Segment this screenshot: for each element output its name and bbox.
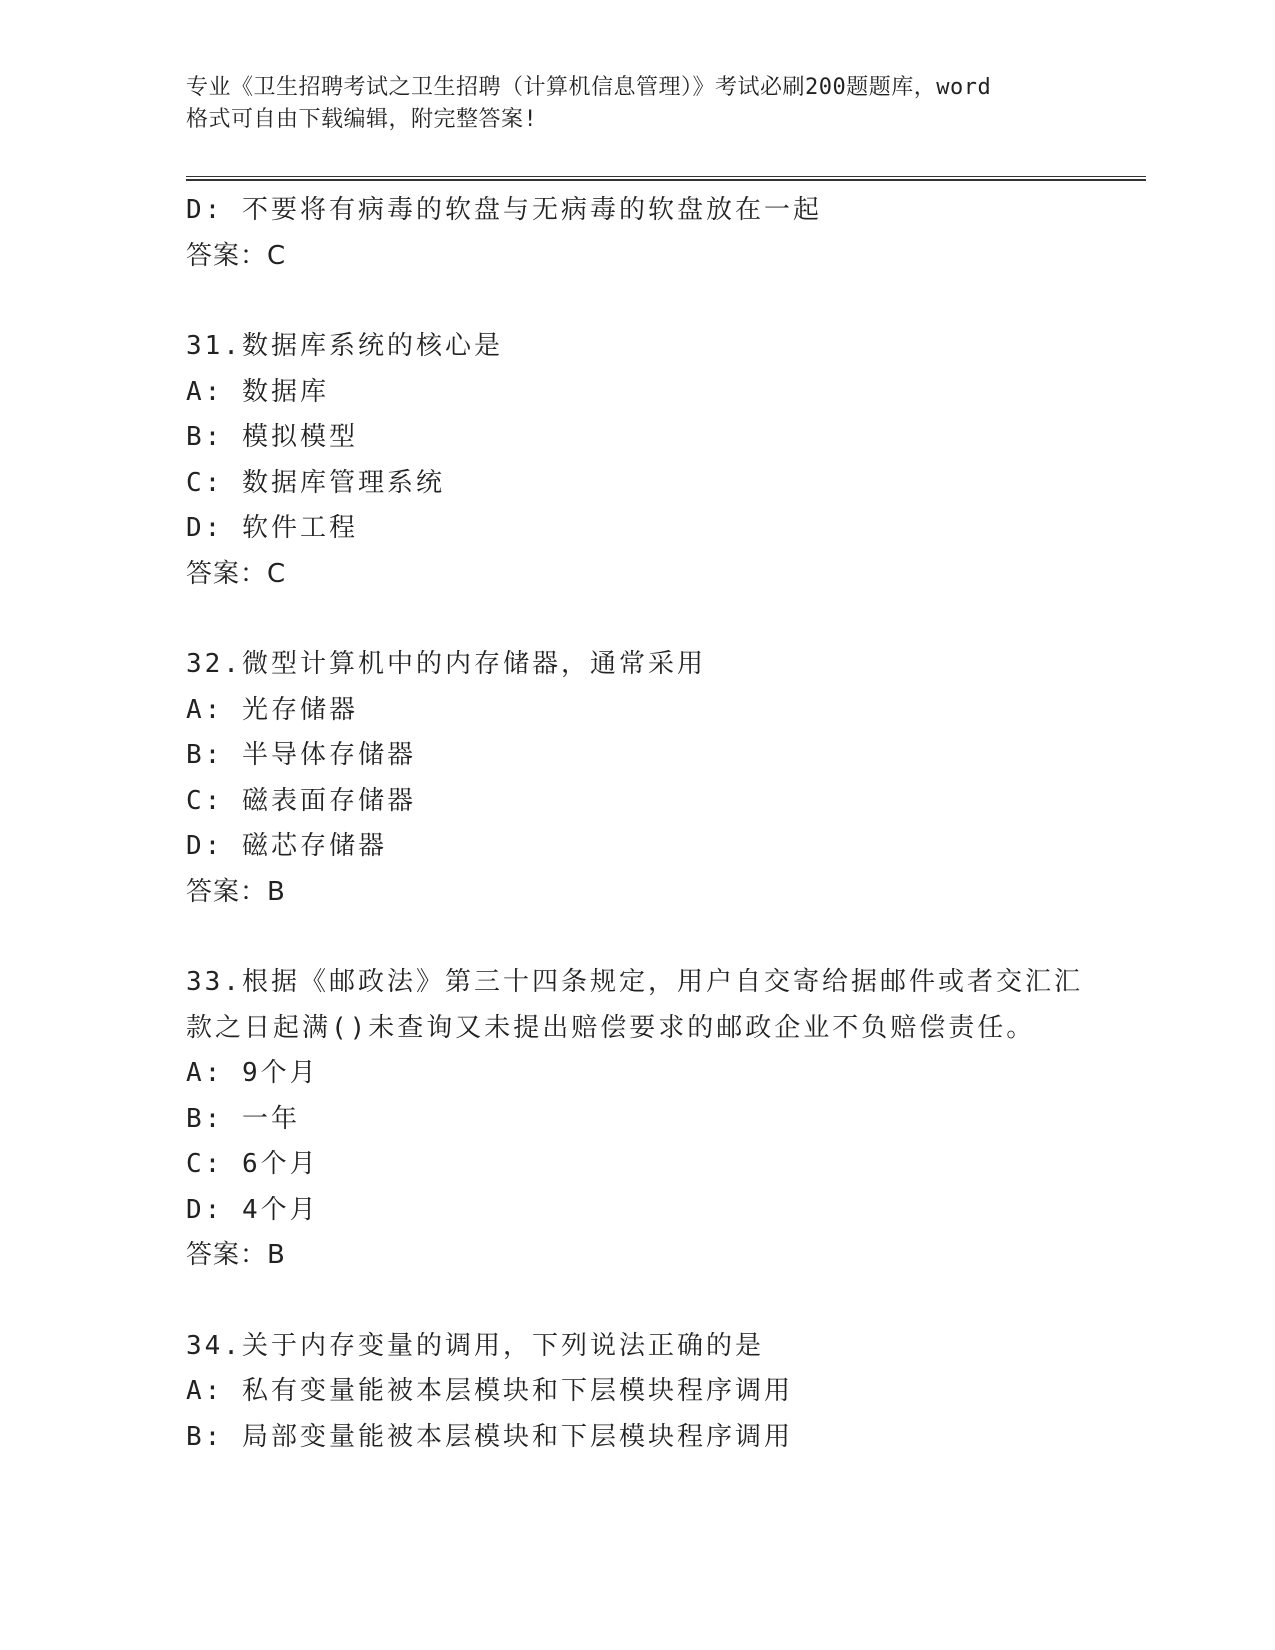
option-a: A: 数据库	[186, 376, 329, 407]
question-text-line-1: 33.根据《邮政法》第三十四条规定，用户自交寄给据邮件或者交汇汇	[186, 967, 1083, 997]
option-d: D: 软件工程	[186, 513, 358, 543]
question-text-line-2: 款之日起满()未查询又未提出赔偿要求的邮政企业不负赔偿责任。	[186, 1012, 1036, 1043]
option-a: A: 光存储器	[186, 694, 358, 725]
question-text: 32.微型计算机中的内存储器，通常采用	[186, 649, 706, 679]
question-block-30-tail	[186, 188, 1146, 279]
option-a: A: 私有变量能被本层模块和下层模块程序调用	[186, 1376, 793, 1406]
option-b: B: 局部变量能被本层模块和下层模块程序调用	[186, 1421, 793, 1452]
option-d: D: 4个月	[186, 1194, 319, 1225]
option-d: D: 磁芯存储器	[186, 831, 387, 861]
header-divider	[186, 176, 1146, 181]
option-c: C: 数据库管理系统	[186, 467, 445, 498]
option-c: C: 磁表面存储器	[186, 785, 416, 816]
question-block-33	[186, 960, 1146, 1279]
option-a: A: 9个月	[186, 1058, 319, 1088]
option-b: B: 半导体存储器	[186, 740, 416, 770]
question-list	[186, 188, 1146, 1505]
question-text: 34.关于内存变量的调用，下列说法正确的是	[186, 1330, 764, 1361]
answer-line: 答案：B	[186, 876, 286, 907]
option-c: C: 6个月	[186, 1149, 319, 1179]
option-b: B: 模拟模型	[186, 422, 358, 452]
header-line-2: 格式可自由下载编辑，附完整答案!	[186, 107, 538, 132]
answer-line: 答案：C	[186, 240, 287, 271]
question-text: 31.数据库系统的核心是	[186, 331, 503, 361]
option-line: D: 不要将有病毒的软盘与无病毒的软盘放在一起	[186, 195, 822, 225]
answer-line: 答案：B	[186, 1240, 286, 1270]
question-block-32	[186, 642, 1146, 915]
header-line-1: 专业《卫生招聘考试之卫生招聘（计算机信息管理）》考试必刷200题题库，word	[186, 75, 992, 100]
option-b: B: 一年	[186, 1103, 300, 1134]
answer-line: 答案：C	[186, 558, 287, 589]
document-header	[186, 72, 1086, 136]
question-block-31	[186, 324, 1146, 597]
question-block-34	[186, 1324, 1146, 1461]
